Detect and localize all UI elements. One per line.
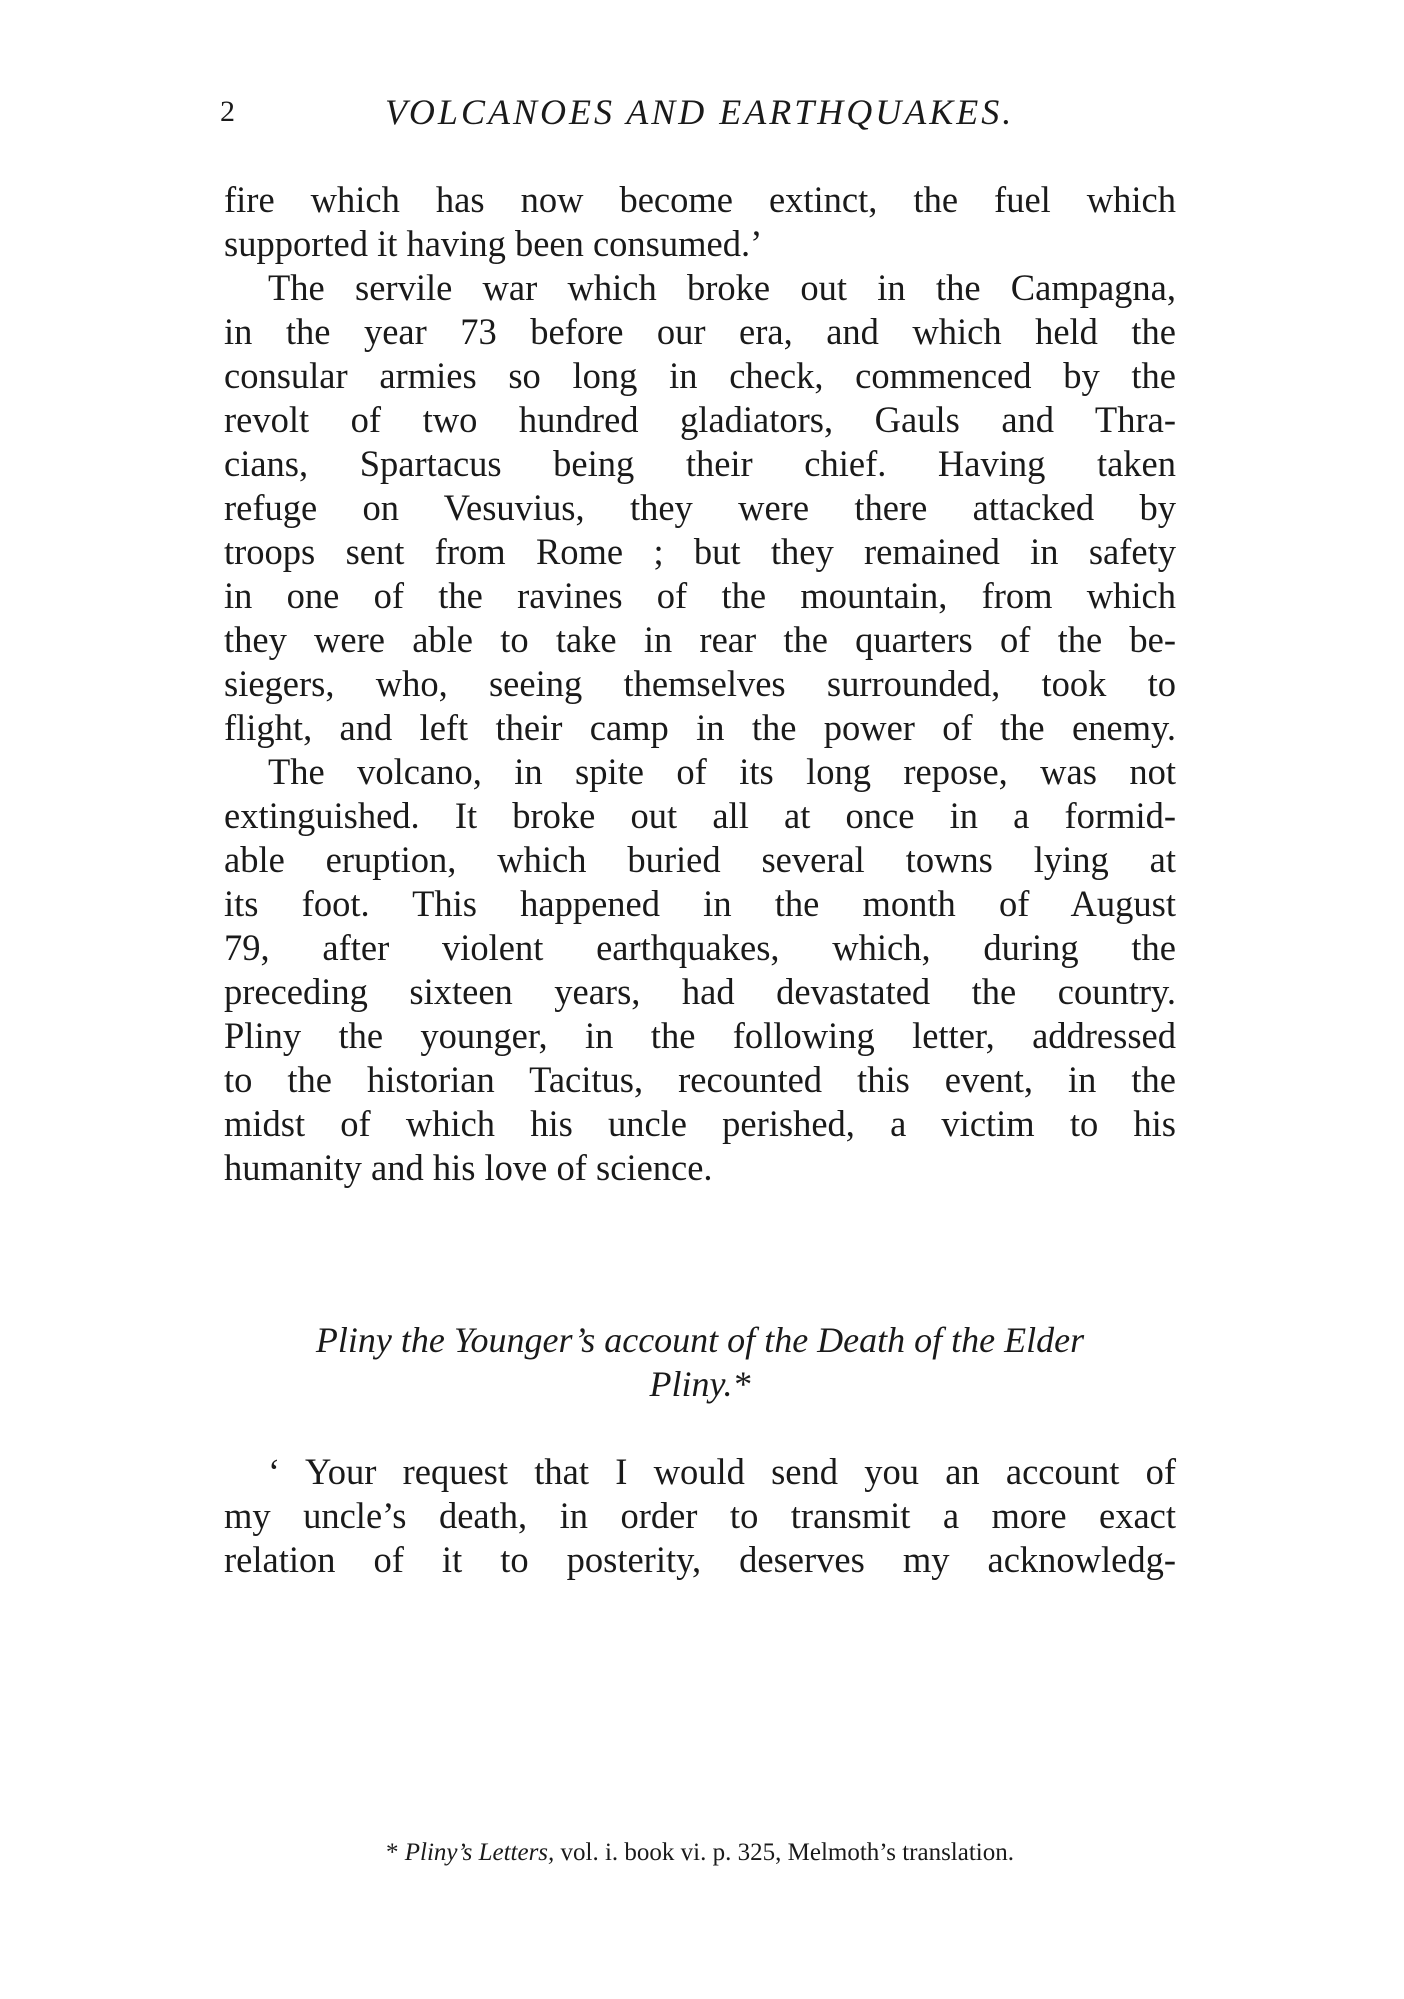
letter-line: relation of it to posterity, deserves my acknowledg-: [224, 1539, 1176, 1580]
footnote-source: Pliny’s Letters,: [404, 1839, 555, 1866]
section-heading: Pliny the Younger’s account of the Death of the Elder: [315, 1320, 1085, 1360]
body-line: 79, after violent earthquakes, which, during the: [224, 927, 1176, 968]
body-line: extinguished. It broke out all at once in a formid-: [224, 795, 1176, 836]
body-line: revolt of two hundred gladiators, Gauls and Thra-: [224, 399, 1176, 440]
body-line: its foot. This happened in the month of August: [224, 883, 1176, 924]
body-line: to the historian Tacitus, recounted this event, in the: [224, 1059, 1176, 1100]
body-line: in the year 73 before our era, and which held the: [224, 311, 1176, 352]
body-line: refuge on Vesuvius, they were there attacked by: [224, 487, 1176, 528]
letter-line: my uncle’s death, in order to transmit a more exact: [224, 1495, 1176, 1536]
body-line: The volcano, in spite of its long repose, was not: [268, 751, 1176, 792]
body-line: they were able to take in rear the quarters of the be-: [224, 619, 1176, 660]
body-line: midst of which his uncle perished, a victim to his: [224, 1103, 1176, 1144]
body-line: cians, Spartacus being their chief. Having taken: [224, 443, 1176, 484]
body-line: Pliny the younger, in the following letter, addressed: [224, 1015, 1176, 1056]
footnote-details: vol. i. book vi. p. 325, Melmoth’s translation.: [560, 1839, 1014, 1866]
body-line: humanity and his love of science.: [224, 1147, 713, 1188]
body-line: fire which has now become extinct, the fuel which: [224, 179, 1176, 220]
body-line: supported it having been consumed.’: [224, 223, 763, 264]
body-line: flight, and left their camp in the power of the enemy.: [224, 707, 1176, 748]
body-line: troops sent from Rome ; but they remained in safety: [224, 531, 1176, 572]
footnote-marker: *: [385, 1839, 399, 1866]
body-line: siegers, who, seeing themselves surrounded, took to: [224, 663, 1176, 704]
letter-line: ‘ Your request that I would send you an account of: [268, 1451, 1176, 1492]
page-number: 2: [220, 95, 235, 128]
footnote: [224, 1836, 1176, 1870]
body-line: in one of the ravines of the mountain, from which: [224, 575, 1176, 616]
body-line: The servile war which broke out in the Campagna,: [268, 267, 1176, 308]
section-heading-continued: Pliny.*: [649, 1364, 751, 1404]
running-head: [220, 92, 1180, 132]
body-line: preceding sixteen years, had devastated the country.: [224, 971, 1176, 1012]
running-title: VOLCANOES AND EARTHQUAKES.: [385, 92, 1015, 132]
body-line: consular armies so long in check, commenced by the: [224, 355, 1176, 396]
body-line: able eruption, which buried several towns lying at: [224, 839, 1176, 880]
